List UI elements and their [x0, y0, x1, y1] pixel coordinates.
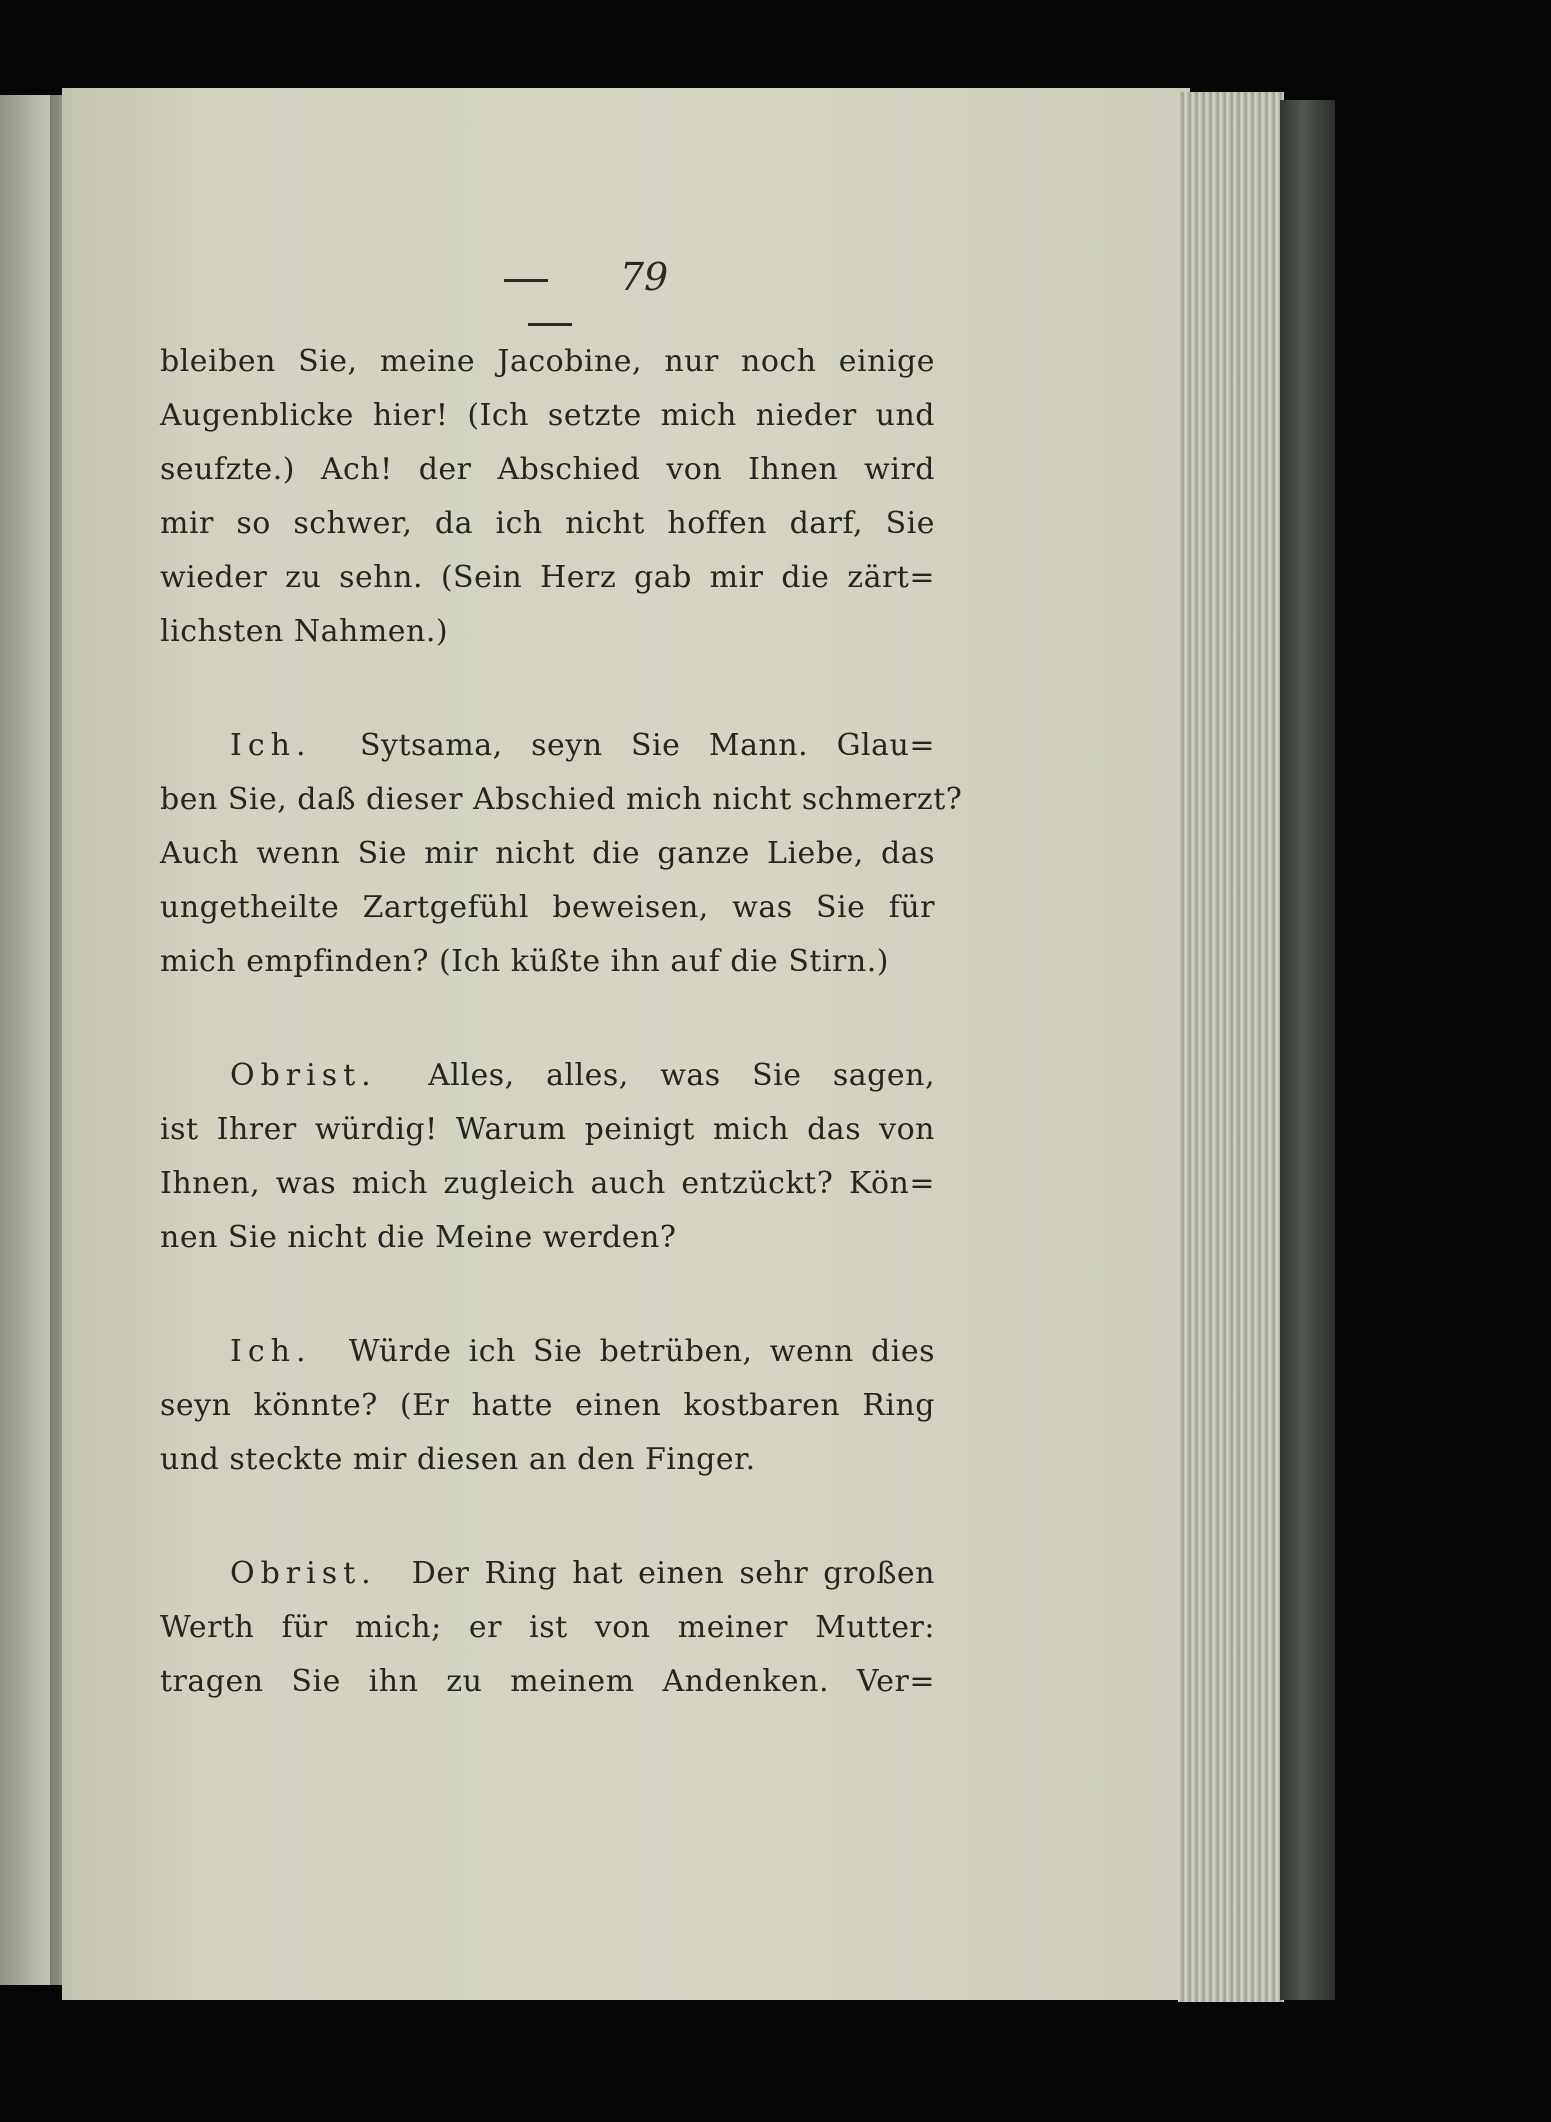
text-line: und steckte mir diesen an den Finger. [160, 1442, 756, 1477]
speaker-line [160, 1547, 935, 1601]
text-line: nen Sie nicht die Meine werden? [160, 1220, 677, 1255]
speaker-line [160, 719, 935, 773]
text-line: lichsten Nahmen.) [160, 614, 449, 649]
text-line: Alles, alles, was Sie sagen, [428, 1058, 935, 1093]
text-line: Auch wenn Sie mir nicht die ganze Liebe, das [160, 836, 935, 871]
header-dash-right [528, 323, 572, 326]
text-line: Werth für mich; er ist von meiner Mutter: [160, 1610, 935, 1645]
text-line: wieder zu sehn. (Sein Herz gab mir die zärt= [160, 560, 935, 595]
page-body [160, 335, 963, 1709]
text-line: Würde ich Sie betrüben, wenn dies [348, 1334, 935, 1369]
page-header [350, 255, 750, 315]
text-line: ungetheilte Zartgefühl beweisen, was Sie für [160, 890, 935, 925]
text-line: Der Ring hat einen sehr großen [411, 1556, 935, 1591]
speaker-name: Obrist. [230, 1556, 377, 1591]
header-dash-left [504, 279, 548, 282]
speaker-line [160, 1325, 935, 1379]
text-line: seyn könnte? (Er hatte einen kostbaren Ring [160, 1388, 935, 1423]
text-line: ben Sie, daß dieser Abschied mich nicht schmerzt? [160, 782, 963, 817]
text-line: mich empfinden? (Ich küßte ihn auf die Stirn.) [160, 944, 889, 979]
speaker-name: Obrist. [230, 1058, 377, 1093]
speaker-line [160, 1049, 935, 1103]
speaker-name: Ich. [230, 1334, 312, 1369]
text-line: tragen Sie ihn zu meinem Andenken. Ver= [160, 1664, 935, 1699]
page-stack-edges [1178, 92, 1284, 2002]
page-number: 79 [619, 255, 669, 299]
text-line: bleiben Sie, meine Jacobine, nur noch einige [160, 344, 935, 379]
text-line: Augenblicke hier! (Ich setzte mich nieder und [160, 398, 935, 433]
text-line: Ihnen, was mich zugleich auch entzückt? Kön= [160, 1166, 935, 1201]
speaker-name: Ich. [230, 728, 312, 763]
book-cover-edge [1280, 100, 1335, 2000]
text-line: ist Ihrer würdig! Warum peinigt mich das von [160, 1112, 935, 1147]
text-line: Sytsama, seyn Sie Mann. Glau= [359, 728, 935, 763]
text-line: mir so schwer, da ich nicht hoffen darf, Sie [160, 506, 935, 541]
text-line: seufzte.) Ach! der Abschied von Ihnen wird [160, 452, 935, 487]
